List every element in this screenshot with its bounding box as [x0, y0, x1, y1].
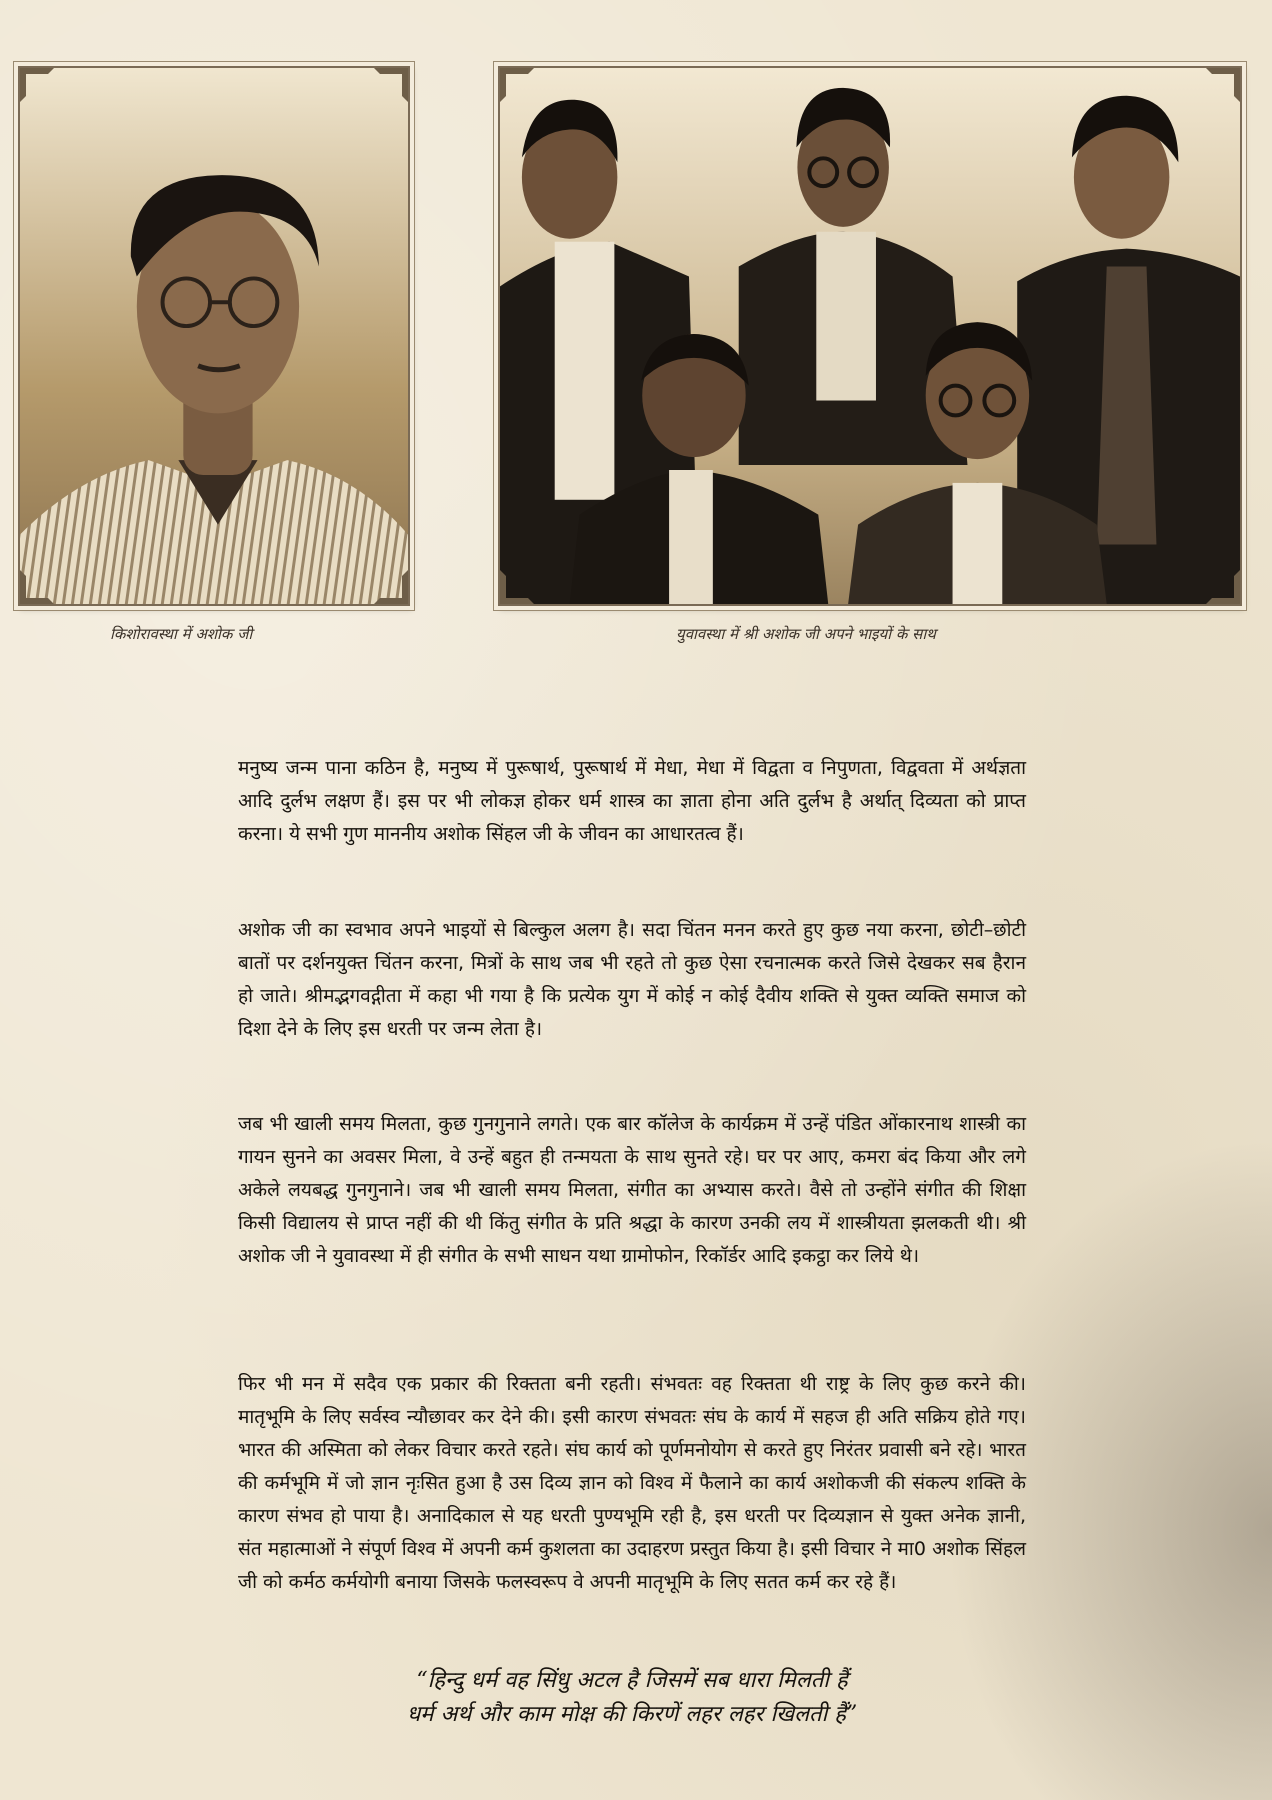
paragraph-nature: अशोक जी का स्वभाव अपने भाइयों से बिल्कुल अलग है। सदा चिंतन मनन करते हुए कुछ नया करना, छोटी–छोटी बातों पर दर्शनयुक्त चिंतन करना, मित्रों के साथ जब भी रहते तो कुछ ऐसा रचनात्मक करते जिसे देखकर सब हैरान हो जाते। श्रीमद्भगवद्गीता में कहा भी गया है कि प्रत्येक युग में कोई न कोई दैवीय शक्ति से युक्त व्यक्ति समाज को दिशा देने के लिए इस धरती पर जन्म लेता है।	[238, 919, 1026, 1040]
portrait-photo	[18, 66, 410, 606]
paragraph-intro: मनुष्य जन्म पाना कठिन है, मनुष्य में पुरूषार्थ, पुरूषार्थ में मेधा, मेधा में विद्वता व निपुणता, विद्ववता में अर्थज्ञता आदि दुर्लभ लक्षण हैं। इस पर भी लोकज्ञ होकर धर्म शास्त्र का ज्ञाता होना अति दुर्लभ है अर्थात् दिव्यता को प्राप्त करना। ये सभी गुण माननीय अशोक सिंहल जी के जीवन का आधारतत्व हैं।	[238, 757, 1026, 845]
right-photo-caption: युवावस्था में श्री अशोक जी अपने भाइयों के साथ	[676, 625, 936, 643]
frame-corner-ornament	[374, 68, 408, 102]
frame-corner-ornament	[1206, 570, 1240, 604]
group-image	[500, 68, 1240, 604]
quote-line-1: “हिन्दु धर्म वह सिंधु अटल है जिसमें सब धारा मिलती हैं	[416, 1668, 848, 1693]
frame-corner-ornament	[374, 570, 408, 604]
paragraph-music: जब भी खाली समय मिलता, कुछ गुनगुनाने लगते। एक बार कॉलेज के कार्यक्रम में उन्हें पंडित ओंकारनाथ शास्त्री का गायन सुनने का अवसर मिला, वे उन्हें बहुत ही तन्मयता के साथ सुनते रहे। घर पर आए, कमरा बंद किया और लगे अकेले लयबद्ध गुनगुनाने। जब भी खाली समय मिलता, संगीत का अभ्यास करते। वैसे तो उन्होंने संगीत की शिक्षा किसी विद्यालय से प्राप्त नहीं की थी किंतु संगीत के प्रति श्रद्धा के कारण उनकी लय में शास्त्रीयता झलकती थी। श्री अशोक जी ने युवावस्था में ही संगीत के सभी साधन यथा ग्रामोफोन, रिकॉर्डर आदि इकट्ठा कर लिये थे।	[238, 1113, 1026, 1267]
portrait-image	[20, 68, 408, 604]
frame-corner-ornament	[500, 570, 534, 604]
left-photo-caption: किशोरावस्था में अशोक जी	[110, 625, 253, 643]
quote-line-2: धर्म अर्थ और काम मोक्ष की किरणें लहर लहर खिलती हैं”	[406, 1702, 858, 1727]
paragraph-service: फिर भी मन में सदैव एक प्रकार की रिक्तता बनी रहती। संभवतः वह रिक्तता थी राष्ट्र के लिए कुछ करने की। मातृभूमि के लिए सर्वस्व न्यौछावर कर देने की। इसी कारण संभवतः संघ के कार्य में सहज ही अति सक्रिय होते गए। भारत की अस्मिता को लेकर विचार करते रहते। संघ कार्य को पूर्णमनोयोग से करते हुए निरंतर प्रवासी बने रहे। भारत की कर्मभूमि में जो ज्ञान नृःसित हुआ है उस दिव्य ज्ञान को विश्व में फैलाने का कार्य अशोकजी की संकल्प शक्ति के कारण संभव हो पाया है। अनादिकाल से यह धरती पुण्यभूमि रही है, इस धरती पर दिव्यज्ञान से युक्त अनेक ज्ञानी, संत महात्माओं ने संपूर्ण विश्व में अपनी कर्म कुशलता का उदाहरण प्रस्तुत किया है। इसी विचार ने मा0 अशोक सिंहल जी को कर्मठ कर्मयोगी बनाया जिसके फलस्वरूप वे अपनी मातृभूमि के लिए सतत कर्म कर रहे हैं।	[238, 1373, 1026, 1593]
frame-corner-ornament	[500, 68, 534, 102]
group-photo	[498, 66, 1242, 606]
closing-quote	[238, 1664, 1026, 1732]
frame-corner-ornament	[1206, 68, 1240, 102]
frame-corner-ornament	[20, 68, 54, 102]
frame-corner-ornament	[20, 570, 54, 604]
